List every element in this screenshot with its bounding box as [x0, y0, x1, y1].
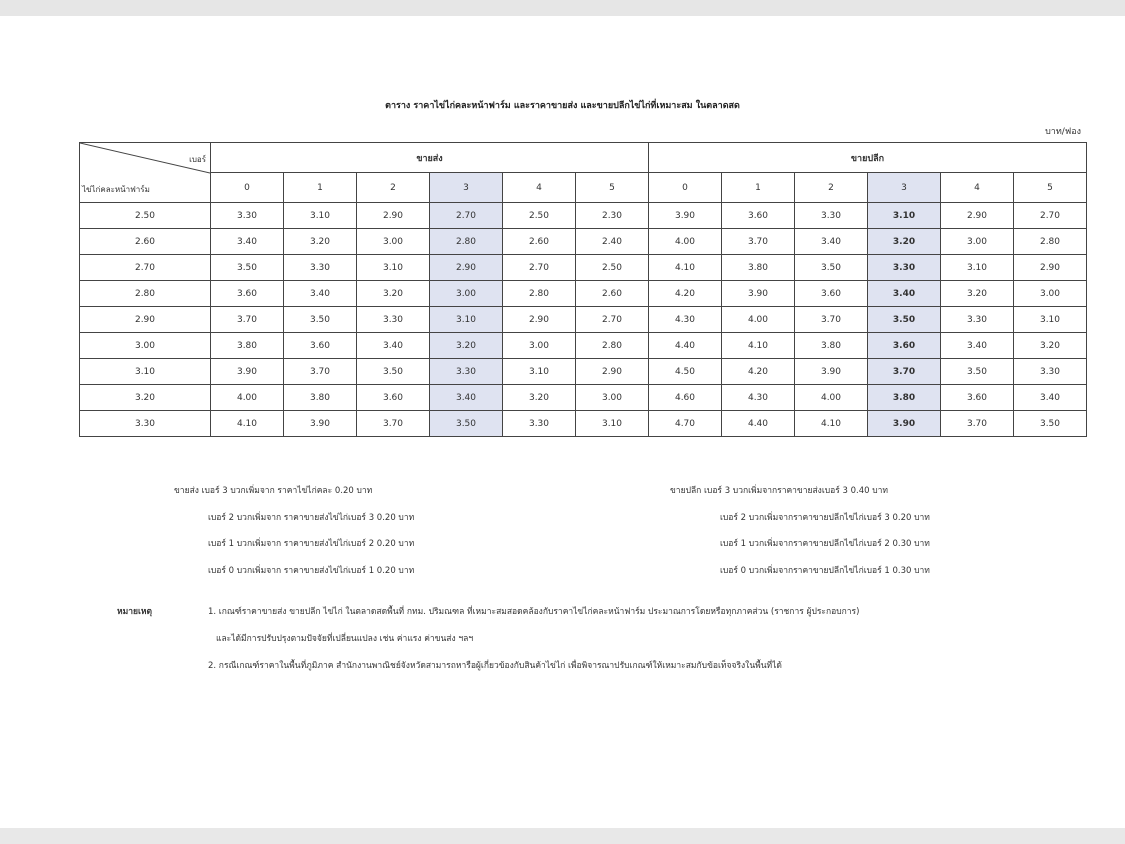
- table-row: [80, 411, 1087, 437]
- wholesale-price-cell: 2.80: [576, 333, 649, 359]
- wholesale-price-cell: 3.60: [284, 333, 357, 359]
- table-row: [80, 385, 1087, 411]
- farm-price-cell: 3.00: [80, 333, 211, 359]
- retail-size-header: 0: [649, 173, 722, 203]
- retail-price-cell: 3.40: [941, 333, 1014, 359]
- wholesale-price-cell: 2.90: [503, 307, 576, 333]
- page-title: ตาราง ราคาไข่ไก่คละหน้าฟาร์ม และราคาขายส่ง และขายปลีกไข่ไก่ที่เหมาะสม ในตลาดสด: [385, 101, 740, 111]
- wholesale-price-cell: 3.10: [284, 203, 357, 229]
- header-row-groups: [80, 143, 1087, 173]
- wholesale-price-cell: 2.90: [430, 255, 503, 281]
- header-row-sizes: [80, 173, 1087, 203]
- wholesale-header: ขายส่ง: [211, 143, 649, 173]
- retail-price-cell: 3.30: [1014, 359, 1087, 385]
- retail-size-header: 5: [1014, 173, 1087, 203]
- wholesale-price-cell: 2.60: [576, 281, 649, 307]
- retail-price-cell: 3.50: [868, 307, 941, 333]
- wholesale-price-cell: 3.30: [357, 307, 430, 333]
- wholesale-price-cell: 3.20: [284, 229, 357, 255]
- retail-price-cell: 3.30: [868, 255, 941, 281]
- wholesale-price-cell: 4.10: [211, 411, 284, 437]
- wholesale-size-header: 0: [211, 173, 284, 203]
- table-row: [80, 203, 1087, 229]
- retail-price-cell: 3.10: [868, 203, 941, 229]
- wholesale-price-cell: 3.40: [211, 229, 284, 255]
- wholesale-price-cell: 3.80: [211, 333, 284, 359]
- wholesale-price-cell: 3.30: [430, 359, 503, 385]
- wholesale-price-cell: 4.00: [211, 385, 284, 411]
- remark-item: 1. เกณฑ์ราคาขายส่ง ขายปลีก ไข่ไก่ ในตลาดสดพื้นที่ กทม. ปริมณฑล ที่เหมาะสมสอดคล้องกับราคาไข่ไก่คละหน้าฟาร์ม ประมาณการโดยหรือทุกภาคส่วน (ราชการ ผู้ประกอบการ): [208, 607, 860, 617]
- retail-price-cell: 3.00: [1014, 281, 1087, 307]
- retail-note: เบอร์ 0 บวกเพิ่มจากราคาขายปลีกไข่ไก่เบอร์ 1 0.30 บาท: [720, 565, 930, 576]
- retail-header: ขายปลีก: [649, 143, 1087, 173]
- farm-price-cell: 2.70: [80, 255, 211, 281]
- retail-price-cell: 4.30: [722, 385, 795, 411]
- retail-price-cell: 3.40: [868, 281, 941, 307]
- wholesale-price-cell: 2.70: [430, 203, 503, 229]
- retail-price-cell: 3.70: [868, 359, 941, 385]
- wholesale-note: เบอร์ 2 บวกเพิ่มจาก ราคาขายส่งไข่ไก่เบอร์ 3 0.20 บาท: [208, 512, 415, 523]
- wholesale-price-cell: 3.40: [284, 281, 357, 307]
- table-row: [80, 359, 1087, 385]
- wholesale-size-header: 1: [284, 173, 357, 203]
- retail-price-cell: 3.60: [868, 333, 941, 359]
- retail-price-cell: 2.80: [1014, 229, 1087, 255]
- retail-price-cell: 4.50: [649, 359, 722, 385]
- wholesale-price-cell: 2.70: [576, 307, 649, 333]
- retail-price-cell: 3.40: [1014, 385, 1087, 411]
- farm-price-cell: 3.10: [80, 359, 211, 385]
- wholesale-price-cell: 2.40: [576, 229, 649, 255]
- table-row: [80, 333, 1087, 359]
- wholesale-price-cell: 3.00: [576, 385, 649, 411]
- retail-price-cell: 2.70: [1014, 203, 1087, 229]
- table-row: [80, 229, 1087, 255]
- wholesale-price-cell: 3.80: [284, 385, 357, 411]
- retail-price-cell: 4.60: [649, 385, 722, 411]
- retail-price-cell: 4.20: [722, 359, 795, 385]
- wholesale-size-header: 2: [357, 173, 430, 203]
- retail-price-cell: 4.70: [649, 411, 722, 437]
- retail-price-cell: 2.90: [941, 203, 1014, 229]
- retail-price-cell: 4.10: [795, 411, 868, 437]
- wholesale-price-cell: 3.50: [357, 359, 430, 385]
- unit-label: บาท/ฟอง: [1045, 127, 1081, 137]
- wholesale-price-cell: 3.70: [357, 411, 430, 437]
- retail-price-cell: 3.80: [868, 385, 941, 411]
- wholesale-price-cell: 2.60: [503, 229, 576, 255]
- wholesale-price-cell: 3.10: [357, 255, 430, 281]
- retail-price-cell: 3.70: [941, 411, 1014, 437]
- retail-note: เบอร์ 1 บวกเพิ่มจากราคาขายปลีกไข่ไก่เบอร์ 2 0.30 บาท: [720, 539, 930, 549]
- farm-price-cell: 2.90: [80, 307, 211, 333]
- remark-item: และได้มีการปรับปรุงตามปัจจัยที่เปลี่ยนแปลง เช่น ค่าแรง ค่าขนส่ง ฯลฯ: [216, 634, 474, 644]
- farm-price-cell: 2.80: [80, 281, 211, 307]
- retail-size-header: 1: [722, 173, 795, 203]
- retail-price-cell: 3.50: [795, 255, 868, 281]
- wholesale-price-cell: 2.50: [576, 255, 649, 281]
- wholesale-price-cell: 3.10: [576, 411, 649, 437]
- wholesale-price-cell: 3.70: [211, 307, 284, 333]
- retail-price-cell: 3.20: [941, 281, 1014, 307]
- retail-price-cell: 4.00: [795, 385, 868, 411]
- wholesale-price-cell: 3.20: [430, 333, 503, 359]
- retail-price-cell: 3.90: [649, 203, 722, 229]
- farm-price-cell: 3.20: [80, 385, 211, 411]
- wholesale-price-cell: 3.50: [211, 255, 284, 281]
- wholesale-price-cell: 3.70: [284, 359, 357, 385]
- wholesale-price-cell: 3.10: [503, 359, 576, 385]
- retail-price-cell: 3.30: [941, 307, 1014, 333]
- wholesale-price-cell: 3.60: [357, 385, 430, 411]
- retail-price-cell: 2.90: [1014, 255, 1087, 281]
- retail-size-header: 3: [868, 173, 941, 203]
- wholesale-price-cell: 3.90: [211, 359, 284, 385]
- retail-price-cell: 4.00: [722, 307, 795, 333]
- retail-price-cell: 3.60: [941, 385, 1014, 411]
- wholesale-price-cell: 3.30: [284, 255, 357, 281]
- wholesale-note: ขายส่ง เบอร์ 3 บวกเพิ่มจาก ราคาไข่ไก่คละ 0.20 บาท: [174, 486, 373, 496]
- wholesale-price-cell: 3.50: [430, 411, 503, 437]
- retail-price-cell: 3.90: [795, 359, 868, 385]
- bottom-border: [0, 828, 1125, 844]
- retail-price-cell: 3.70: [722, 229, 795, 255]
- price-table: [79, 142, 1087, 437]
- wholesale-price-cell: 3.40: [357, 333, 430, 359]
- retail-size-header: 2: [795, 173, 868, 203]
- wholesale-size-header: 3: [430, 173, 503, 203]
- wholesale-price-cell: 3.00: [503, 333, 576, 359]
- retail-price-cell: 3.90: [722, 281, 795, 307]
- wholesale-price-cell: 3.90: [284, 411, 357, 437]
- wholesale-price-cell: 2.80: [430, 229, 503, 255]
- wholesale-price-cell: 2.70: [503, 255, 576, 281]
- wholesale-price-cell: 3.00: [357, 229, 430, 255]
- farm-price-cell: 2.50: [80, 203, 211, 229]
- retail-note: เบอร์ 2 บวกเพิ่มจากราคาขายปลีกไข่ไก่เบอร์ 3 0.20 บาท: [720, 512, 930, 523]
- retail-price-cell: 4.20: [649, 281, 722, 307]
- wholesale-price-cell: 3.50: [284, 307, 357, 333]
- farm-price-header-label: ไข่ไก่คละหน้าฟาร์ม: [82, 185, 150, 194]
- corner-header: [80, 143, 211, 203]
- table-row: [80, 281, 1087, 307]
- retail-price-cell: 3.60: [722, 203, 795, 229]
- retail-price-cell: 3.80: [722, 255, 795, 281]
- size-header-label: เบอร์: [189, 155, 206, 164]
- retail-price-cell: 3.90: [868, 411, 941, 437]
- retail-price-cell: 3.40: [795, 229, 868, 255]
- retail-price-cell: 3.10: [941, 255, 1014, 281]
- wholesale-size-header: 5: [576, 173, 649, 203]
- wholesale-price-cell: 3.40: [430, 385, 503, 411]
- farm-price-cell: 3.30: [80, 411, 211, 437]
- wholesale-price-cell: 2.90: [357, 203, 430, 229]
- wholesale-note: เบอร์ 1 บวกเพิ่มจาก ราคาขายส่งไข่ไก่เบอร์ 2 0.20 บาท: [208, 539, 415, 549]
- retail-price-cell: 3.60: [795, 281, 868, 307]
- retail-size-header: 4: [941, 173, 1014, 203]
- retail-price-cell: 3.30: [795, 203, 868, 229]
- retail-price-cell: 3.50: [1014, 411, 1087, 437]
- wholesale-note: เบอร์ 0 บวกเพิ่มจาก ราคาขายส่งไข่ไก่เบอร์ 1 0.20 บาท: [208, 565, 415, 576]
- wholesale-price-cell: 2.30: [576, 203, 649, 229]
- farm-price-cell: 2.60: [80, 229, 211, 255]
- retail-price-cell: 4.40: [649, 333, 722, 359]
- retail-price-cell: 3.80: [795, 333, 868, 359]
- retail-price-cell: 3.20: [868, 229, 941, 255]
- retail-price-cell: 3.10: [1014, 307, 1087, 333]
- price-table-body: [80, 203, 1087, 437]
- table-row: [80, 255, 1087, 281]
- retail-price-cell: 4.10: [722, 333, 795, 359]
- wholesale-price-cell: 3.20: [357, 281, 430, 307]
- retail-price-cell: 3.50: [941, 359, 1014, 385]
- wholesale-size-header: 4: [503, 173, 576, 203]
- wholesale-price-cell: 3.30: [503, 411, 576, 437]
- top-border: [0, 0, 1125, 16]
- remark-item: 2. กรณีเกณฑ์ราคาในพื้นที่ภูมิภาค สำนักงานพาณิชย์จังหวัดสามารถหารือผู้เกี่ยวข้องกับสินค้าไข่ไก่ เพื่อพิจารณาปรับเกณฑ์ให้เหมาะสมกับข้อเท็จจริงในพื้นที่ได้: [208, 661, 782, 671]
- wholesale-price-cell: 2.50: [503, 203, 576, 229]
- wholesale-price-cell: 3.20: [503, 385, 576, 411]
- wholesale-price-cell: 3.10: [430, 307, 503, 333]
- retail-price-cell: 4.30: [649, 307, 722, 333]
- retail-price-cell: 3.20: [1014, 333, 1087, 359]
- retail-note: ขายปลีก เบอร์ 3 บวกเพิ่มจากราคาขายส่งเบอร์ 3 0.40 บาท: [670, 486, 889, 496]
- retail-price-cell: 4.00: [649, 229, 722, 255]
- wholesale-price-cell: 2.80: [503, 281, 576, 307]
- retail-price-cell: 3.00: [941, 229, 1014, 255]
- retail-price-cell: 4.40: [722, 411, 795, 437]
- wholesale-price-cell: 3.30: [211, 203, 284, 229]
- wholesale-price-cell: 3.60: [211, 281, 284, 307]
- wholesale-price-cell: 2.90: [576, 359, 649, 385]
- retail-price-cell: 4.10: [649, 255, 722, 281]
- table-row: [80, 307, 1087, 333]
- remarks-label: หมายเหตุ: [117, 607, 152, 617]
- wholesale-notes: [174, 478, 414, 584]
- retail-price-cell: 3.70: [795, 307, 868, 333]
- retail-notes: [670, 478, 930, 584]
- wholesale-price-cell: 3.00: [430, 281, 503, 307]
